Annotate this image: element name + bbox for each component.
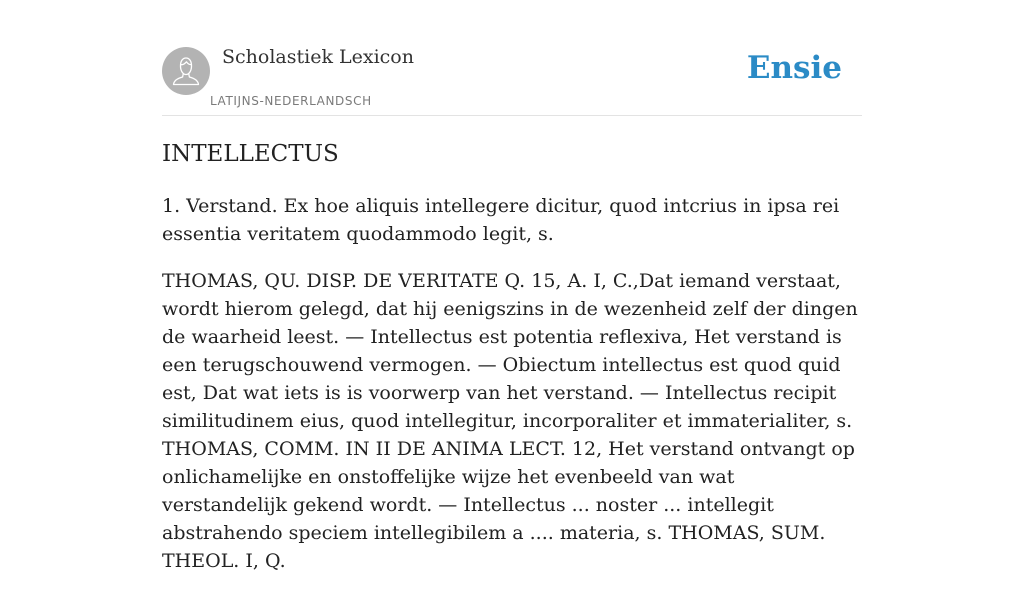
user-silhouette-icon [162, 47, 210, 95]
avatar[interactable] [162, 47, 210, 95]
site-header [162, 0, 862, 116]
definition-paragraph: 1. Verstand. Ex hoe aliquis intellegere dicitur, quod intcrius in ipsa rei essentia veritatem quodammodo legit, s. [162, 195, 840, 245]
ensie-logo-link[interactable]: Ensie [746, 50, 842, 86]
entry-term: INTELLECTUS [162, 141, 339, 167]
entry-content [162, 138, 862, 594]
definition-paragraph: THOMAS, QU. DISP. DE VERITATE Q. 15, A. I, C.,Dat iemand verstaat, wordt hierom gelegd, dat hij eenigszins in de wezenheid zelf der dingen de waarheid leest. — Intellectus est potentia reflexiva, Het verstand is een terugschouwend vermogen. — Obiectum intellectus est quod quid est, Dat wat iets is is voorwerp van het verstand. — Intellectus recipit similitudinem eius, quod intellegitur, incorporaliter et immaterialiter, s. THOMAS, COMM. IN II DE ANIMA LECT. 12, Het verstand ontvangt op onlichamelijke en onstoffelijke wijze het evenbeeld van wat verstandelijk gekend wordt. — Intellectus ... noster ... intellegit abstrahendo speciem intellegibilem a .... materia, s. THOMAS, SUM. THEOL. I, Q. [162, 270, 858, 572]
lexicon-subtitle: LATIJNS-NEDERLANDSCH [210, 94, 372, 108]
lexicon-title[interactable]: Scholastiek Lexicon [222, 46, 414, 68]
header-divider [162, 115, 862, 116]
